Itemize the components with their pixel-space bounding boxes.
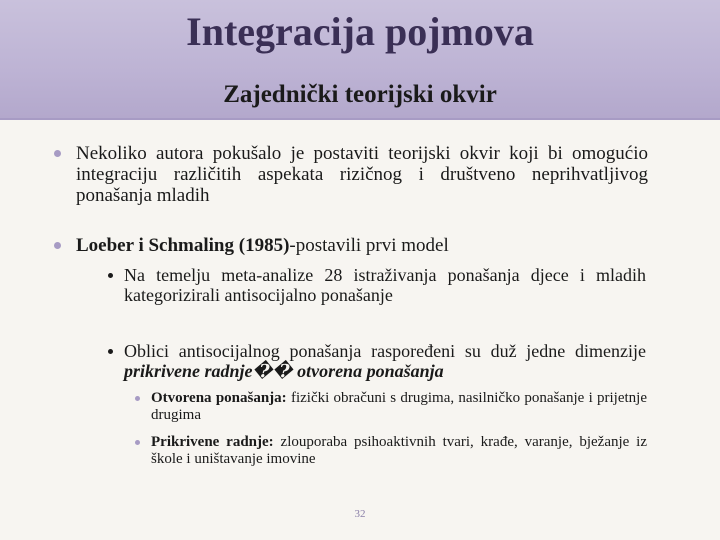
- slide-subtitle: Zajednički teorijski okvir: [223, 81, 497, 108]
- overt-text: fizički obračuni s drugima, nasilničko ponašanje i prijetnje drugima: [151, 390, 648, 423]
- sub-bullet-meta-analysis: [124, 265, 646, 305]
- overt-label: Otvorena ponašanja:: [151, 390, 287, 406]
- bullet-authors: [76, 143, 648, 206]
- sub-sub-bullet-covert: [151, 434, 647, 468]
- bullet-loeber: [76, 235, 648, 256]
- sub-bullet-meta-analysis-text: Na temelju meta-analize 28 istraživanja ponašanja djece i mladih kategorizirali antisocijalno ponašanje: [124, 265, 646, 305]
- bullet-loeber-rest: -postavili prvi model: [289, 235, 449, 256]
- sub-bullet-dimension-emph: prikrivene radnje�� otvorena ponašanja: [124, 361, 444, 381]
- slide-title: Integracija pojmova: [186, 9, 534, 54]
- bullet-loeber-bold: Loeber i Schmaling (1985): [76, 235, 290, 256]
- covert-text: zlouporaba psihoaktivnih tvari, krađe, varanje, bježanje iz škole i uništavanje imovine: [151, 434, 647, 467]
- page-number: 32: [354, 508, 366, 520]
- sub-sub-bullet-overt: [151, 390, 647, 424]
- covert-label: Prikrivene radnje:: [151, 434, 274, 450]
- sub-bullet-dimension: [124, 341, 646, 381]
- sub-bullet-dimension-text: Oblici antisocijalnog ponašanja raspoređeni su duž jedne dimenzije: [124, 341, 646, 361]
- bullet-authors-text: Nekoliko autora pokušalo je postaviti teorijski okvir koji bi omogućio integraciju različitih aspekata rizičnog i društveno neprihvatljivog ponašanja mladih: [76, 143, 648, 206]
